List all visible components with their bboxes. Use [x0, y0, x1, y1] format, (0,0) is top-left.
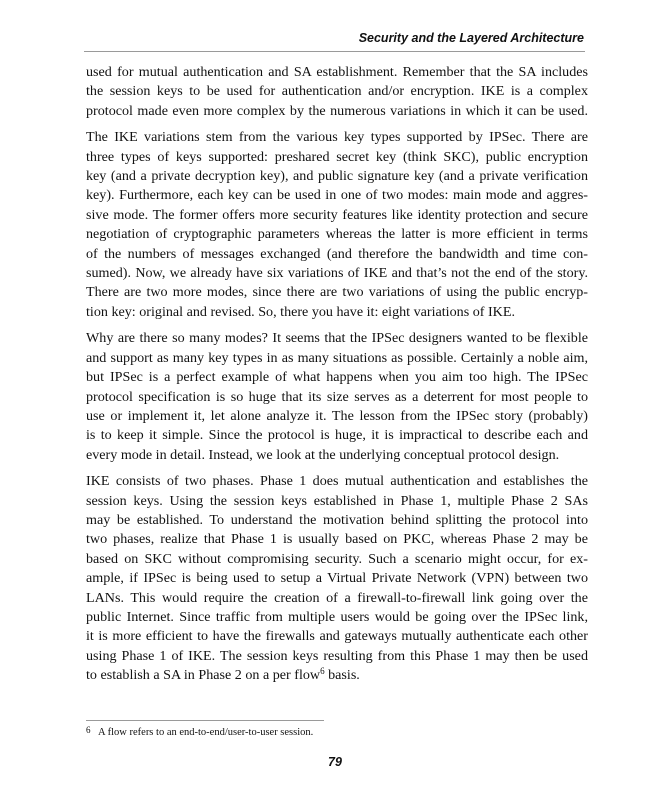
- text-line: session keys. Using the session keys established in Phase 1, multiple Phase 2 SAs: [86, 492, 588, 509]
- page-number: 79: [328, 755, 342, 769]
- footnote-number: 6: [86, 725, 91, 735]
- footnote: [86, 724, 486, 739]
- text-line: use or implement it, let alone analyze it. The lesson from the IPSec story (probably): [86, 407, 588, 424]
- text-line: every mode in detail. Instead, we look at the underlying conceptual protocol design.: [86, 446, 560, 463]
- footnote-divider: [86, 720, 324, 721]
- text-line: is to keep it simple. Since the protocol is huge, it is impractical to describe each and: [86, 427, 588, 444]
- paragraph-3: [86, 329, 588, 465]
- text-line: IKE consists of two phases. Phase 1 does mutual authentication and establishes the: [86, 473, 588, 490]
- paragraph-2: [86, 128, 588, 322]
- text-line: LANs. This would require the creation of a firewall-to-firewall link going over the: [86, 589, 588, 606]
- text-line: public Internet. Since traffic from multiple users would be going over the IPSec link,: [86, 608, 588, 625]
- text-line: protocol made even more complex by the numerous variations in which it can be used.: [86, 102, 588, 119]
- footnote-text: A flow refers to an end-to-end/user-to-user session.: [98, 727, 314, 738]
- text-line: key (and a private decryption key), and public signature key (and a private verification: [86, 168, 588, 185]
- text-line: two phases, realize that Phase 1 is usually based on PKC, whereas Phase 2 may be: [86, 531, 588, 548]
- text-line: Why are there so many modes? It seems that the IPSec designers wanted to be flexible: [86, 330, 588, 347]
- text-line: tion key: original and revised. So, there you have it: eight variations of IKE.: [86, 303, 515, 320]
- text-line: There are two more modes, since there are two variations of using the public encryp-: [86, 284, 588, 301]
- text-line: used for mutual authentication and SA establishment. Remember that the SA includes: [86, 64, 588, 80]
- text-line: three types of keys supported: preshared secret key (think SKC), public encryption: [86, 148, 588, 165]
- header-divider: [84, 51, 585, 52]
- text-line: of the numbers of messages exchanged (and therefore the bandwidth and time con-: [86, 245, 588, 262]
- text-line: based on SKC without compromising security. Such a scenario might occur, for ex-: [86, 550, 588, 567]
- text-line: The IKE variations stem from the various key types supported by IPSec. There are: [86, 129, 588, 146]
- text-line: using Phase 1 of IKE. The session keys resulting from this Phase 1 may then be used: [86, 647, 588, 664]
- text-line: it is more efficient to have the firewalls and gateways mutually authenticate each other: [86, 628, 588, 645]
- text-line: sumed). Now, we already have six variations of IKE and that’s not the end of the story.: [86, 265, 588, 282]
- text-line: ample, if IPSec is being used to setup a Virtual Private Network (VPN) between two: [86, 570, 588, 587]
- text-line: sive mode. The former offers more security features like identity protection and secure: [86, 206, 588, 223]
- text-line: may be established. To understand the motivation behind splitting the protocol into: [86, 511, 588, 528]
- text-line: protocol specification is so huge that its size serves as a deterrent for most people to: [86, 388, 588, 405]
- text-run: basis.: [324, 667, 360, 684]
- paragraph-4: [86, 472, 588, 685]
- text-line: the session keys to be used for authentication and/or encryption. IKE is a complex: [86, 83, 588, 100]
- running-head: Security and the Layered Architecture: [358, 31, 584, 45]
- text-line: but IPSec is a perfect example of what happens when you aim too high. The IPSec: [86, 369, 588, 386]
- text-line: negotiation of cryptographic parameters whereas the latter is more efficient in terms: [86, 226, 588, 243]
- text-line-last: [86, 666, 588, 685]
- text-line: and support as many key types in as many situations as possible. Certainly a noble aim,: [86, 349, 588, 366]
- paragraph-1: [86, 63, 588, 121]
- footnote-marker[interactable]: 6: [320, 666, 325, 677]
- text-run: to establish a SA in Phase 2 on a per flow: [86, 667, 321, 684]
- text-line: key). Furthermore, each key can be used in one of two modes: main mode and aggres-: [86, 187, 588, 204]
- body-text: [86, 63, 588, 693]
